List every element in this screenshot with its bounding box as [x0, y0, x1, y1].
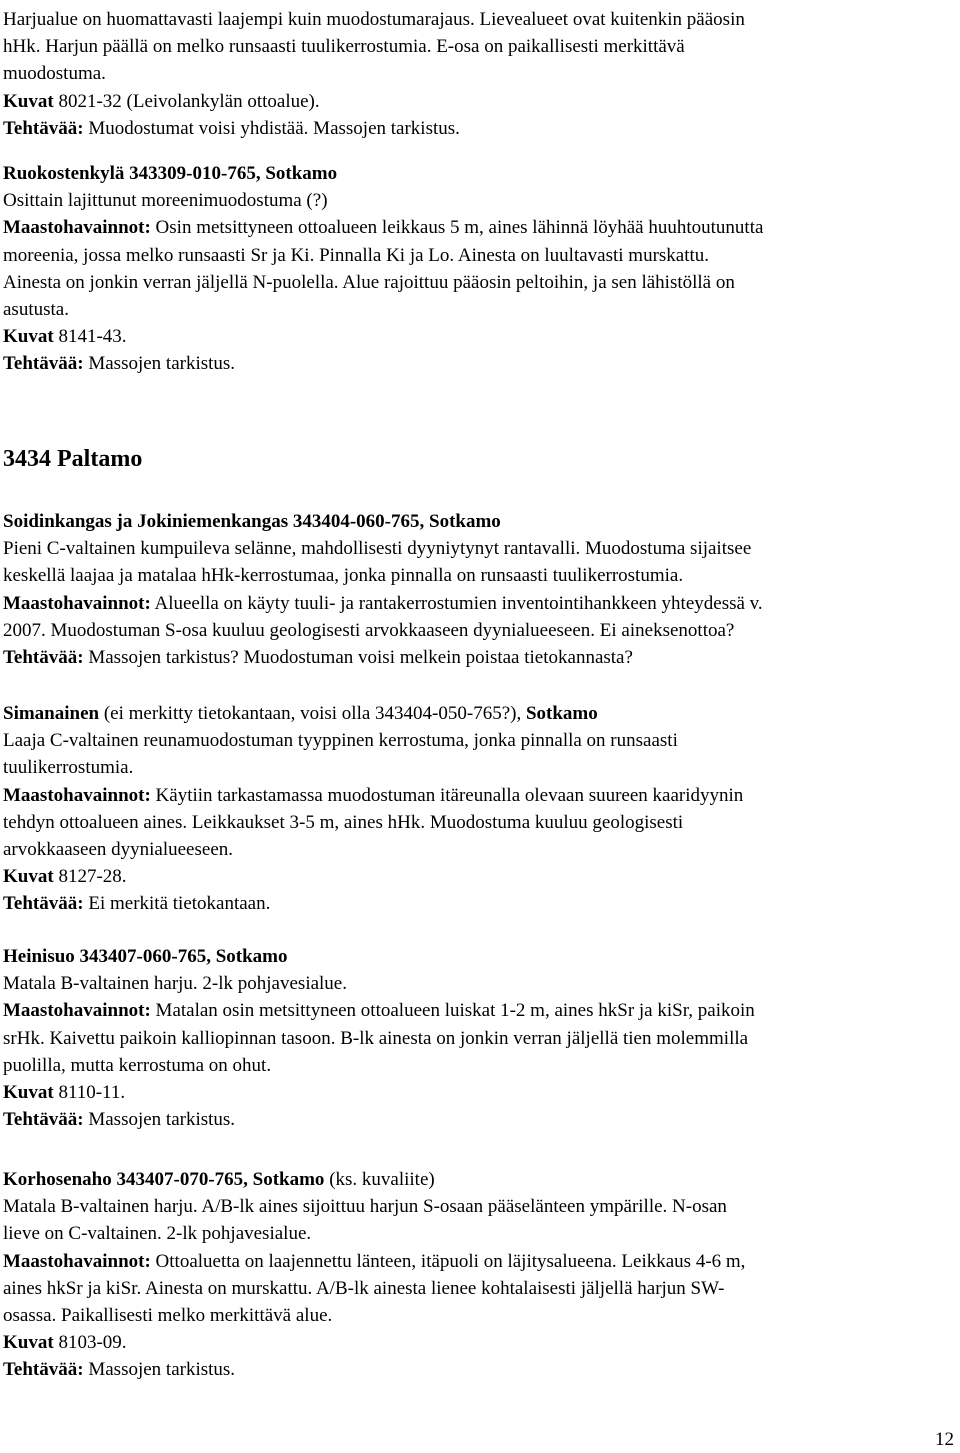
- text-line: [3, 1220, 311, 1247]
- text-line: [3, 863, 127, 890]
- text-line: [3, 1329, 127, 1356]
- body-text: Ottoaluetta on laajennettu länteen, itäpuoli on läjitysalueena. Leikkaus 4-6 m,: [150, 1250, 746, 1272]
- text-line: [3, 350, 235, 377]
- text-line: [3, 943, 288, 970]
- body-text: 8021-32 (Leivolankylän ottoalue).: [53, 90, 320, 112]
- body-text: Pieni C-valtainen kumpuileva selänne, mahdollisesti dyyniytynyt rantavalli. Muodostuma sijaitsee: [3, 538, 752, 560]
- body-text: arvokkaaseen dyynialueeseen.: [3, 839, 234, 860]
- text-line: [3, 60, 106, 87]
- text-line: [3, 617, 734, 644]
- text-line: [3, 1356, 235, 1383]
- body-text: Matalan osin metsittyneen ottoalueen luiskat 1-2 m, aines hkSr ja kiSr, paikoin: [150, 1000, 755, 1022]
- body-text: osassa. Paikallisesti melko merkittävä alue.: [3, 1305, 333, 1326]
- body-text: tuulikerrostumia.: [3, 757, 134, 779]
- bold-text: Tehtävää:: [3, 647, 84, 668]
- bold-text: Heinisuo 343407-060-765, Sotkamo: [3, 946, 288, 967]
- bold-text: Kuvat: [3, 326, 54, 348]
- text-line: [3, 997, 755, 1024]
- body-text: moreenia, jossa melko runsaasti Sr ja Ki. Pinnalla Ki ja Lo. Ainesta on luultavasti murskattu.: [3, 244, 710, 266]
- text-line: [3, 754, 133, 781]
- text-line: [3, 296, 69, 323]
- bold-text: Kuvat: [3, 90, 54, 112]
- text-line: [3, 187, 328, 214]
- text-line: [3, 700, 598, 727]
- bold-text: Maastohavainnot:: [3, 217, 151, 239]
- bold-text: Maastohavainnot:: [3, 592, 151, 614]
- bold-text: Soidinkangas ja Jokiniemenkangas 343404-060-765, Sotkamo: [3, 511, 501, 532]
- text-line: [3, 590, 763, 617]
- text-line: [3, 890, 270, 917]
- text-line: [3, 1166, 435, 1193]
- body-text: asutusta.: [3, 299, 69, 320]
- bold-text: Tehtävää:: [3, 893, 84, 915]
- body-text: 8127-28.: [53, 866, 127, 888]
- body-text: keskellä laajaa ja matalaa hHk-kerrostumaa, jonka pinnalla on runsaasti tuulikerrostumia.: [3, 565, 684, 587]
- bold-text: Kuvat: [3, 1082, 54, 1103]
- bold-text: Maastohavainnot:: [3, 784, 151, 806]
- text-line: [3, 562, 683, 589]
- body-text: srHk. Kaivettu paikoin kalliopinnan tasoon. B-lk ainesta on jonkin verran jäljellä tien molemmilla: [3, 1027, 749, 1049]
- bold-text: Kuvat: [3, 1332, 54, 1354]
- body-text: muodostuma.: [3, 63, 106, 85]
- text-line: [3, 970, 347, 997]
- body-text: aines hkSr ja kiSr. Ainesta on murskattu. A/B-lk ainesta lienee kohtalaisesti jäljellä harjun SW-: [3, 1277, 725, 1299]
- body-text: 8110-11.: [53, 1082, 126, 1103]
- body-text: puolilla, mutta kerrostuma on ohut.: [3, 1054, 272, 1076]
- text-line: [3, 1248, 745, 1275]
- text-line: [3, 160, 337, 187]
- body-text: Matala B-valtainen harju. A/B-lk aines sijoittuu harjun S-osaan pääselänteen ympärille. N-osan: [3, 1196, 727, 1218]
- body-text: Ei merkitä tietokantaan.: [83, 893, 271, 915]
- body-text: Osittain lajittunut moreenimuodostuma (?): [3, 190, 328, 212]
- body-text: Käytiin tarkastamassa muodostuman itäreunalla olevaan suureen kaaridyynin: [150, 784, 744, 806]
- bold-text: Tehtävää:: [3, 117, 84, 139]
- bold-text: Maastohavainnot:: [3, 1250, 151, 1272]
- bold-text: Simanainen: [3, 703, 100, 724]
- body-text: (ei merkitty tietokantaan, voisi olla 343404-050-765?),: [99, 703, 526, 724]
- bold-text: Ruokostenkylä 343309-010-765, Sotkamo: [3, 163, 338, 184]
- body-text: 8103-09.: [53, 1332, 127, 1354]
- body-text: Alueella on käyty tuuli- ja rantakerrostumien inventointihankkeen yhteydessä v.: [150, 592, 763, 614]
- text-line: [3, 727, 678, 754]
- body-text: Muodostumat voisi yhdistää. Massojen tarkistus.: [83, 117, 460, 139]
- text-line: [3, 644, 633, 671]
- body-text: 2007. Muodostuman S-osa kuuluu geologisesti arvokkaaseen dyynialueeseen. Ei aineksenottoa?: [3, 619, 735, 641]
- text-line: [3, 535, 751, 562]
- body-text: tehdyn ottoalueen aines. Leikkaukset 3-5 m, aines hHk. Muodostuma kuuluu geologisesti: [3, 811, 684, 833]
- text-line: [3, 1025, 748, 1052]
- body-text: Massojen tarkistus? Muodostuman voisi melkein poistaa tietokannasta?: [83, 647, 633, 668]
- text-line: [3, 1052, 271, 1079]
- text-line: [3, 242, 709, 269]
- bold-text: Sotkamo: [525, 703, 598, 724]
- body-text: Harjualue on huomattavasti laajempi kuin muodostumarajaus. Lievealueet ovat kuitenkin pääosin: [3, 9, 745, 30]
- text-line: [3, 88, 320, 115]
- text-line: [3, 214, 763, 241]
- body-text: Laaja C-valtainen reunamuodostuman tyyppinen kerrostuma, jonka pinnalla on runsaasti: [3, 730, 678, 752]
- text-line: [3, 508, 501, 535]
- section-heading: 3434 Paltamo: [3, 446, 143, 472]
- body-text: Matala B-valtainen harju. 2-lk pohjavesialue.: [3, 973, 347, 995]
- text-line: [3, 1193, 727, 1220]
- text-line: [3, 6, 745, 33]
- bold-text: Tehtävää:: [3, 1109, 84, 1131]
- bold-text: Korhosenaho 343407-070-765, Sotkamo: [3, 1169, 325, 1190]
- body-text: lieve on C-valtainen. 2-lk pohjavesialue.: [3, 1223, 312, 1245]
- bold-text: Maastohavainnot:: [3, 1000, 151, 1022]
- body-text: Massojen tarkistus.: [83, 1359, 236, 1381]
- page-number: 12: [935, 1429, 954, 1450]
- text-line: [3, 269, 735, 296]
- text-line: [3, 1302, 332, 1329]
- body-text: Massojen tarkistus.: [83, 353, 236, 375]
- body-text: (ks. kuvaliite): [324, 1169, 435, 1190]
- text-line: [3, 809, 683, 836]
- text-line: [3, 323, 127, 350]
- bold-text: Tehtävää:: [3, 1359, 84, 1381]
- bold-text: Tehtävää:: [3, 353, 84, 375]
- text-line: [3, 1079, 125, 1106]
- text-line: [3, 33, 685, 60]
- text-line: [3, 836, 233, 863]
- body-text: Ainesta on jonkin verran jäljellä N-puolella. Alue rajoittuu pääosin peltoihin, ja sen lähistöllä on: [3, 271, 735, 293]
- body-text: 8141-43.: [53, 326, 127, 348]
- body-text: Massojen tarkistus.: [83, 1109, 236, 1131]
- body-text: Osin metsittyneen ottoalueen leikkaus 5 m, aines lähinnä löyhää huuhtoutunutta: [150, 217, 764, 239]
- text-line: [3, 1275, 724, 1302]
- text-line: [3, 115, 460, 142]
- bold-text: Kuvat: [3, 866, 54, 888]
- body-text: hHk. Harjun päällä on melko runsaasti tuulikerrostumia. E-osa on paikallisesti merkittävä: [3, 36, 685, 58]
- text-line: [3, 782, 743, 809]
- text-line: [3, 1106, 235, 1133]
